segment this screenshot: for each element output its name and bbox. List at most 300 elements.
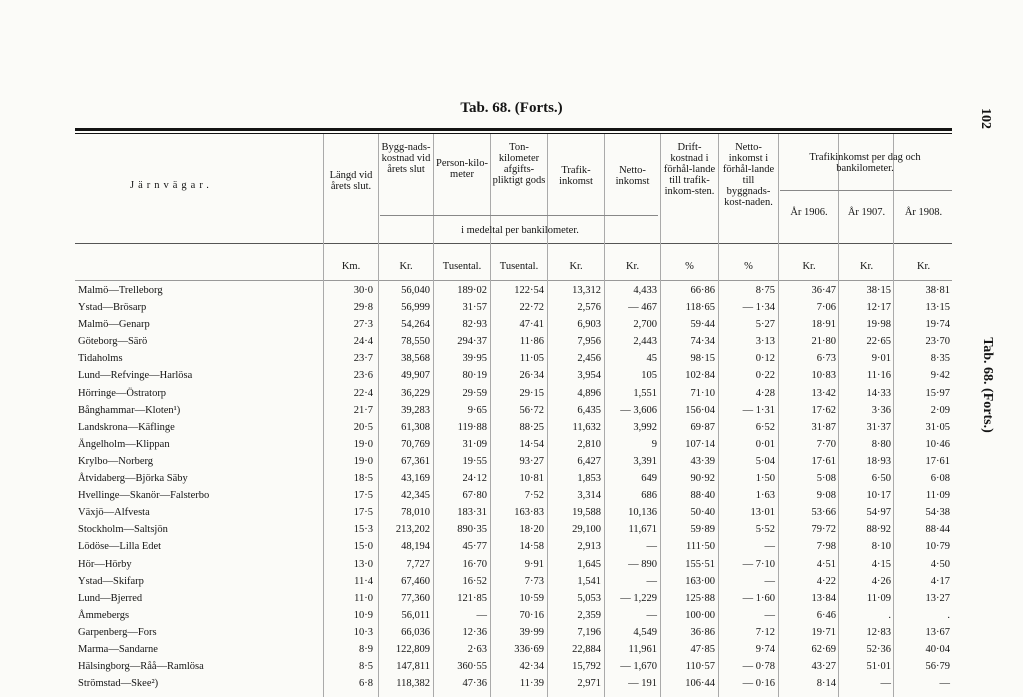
page-title: Tab. 68. (Forts.) — [460, 100, 563, 116]
table-cell: 12·17 — [866, 302, 891, 314]
table-cell: 22,884 — [572, 643, 601, 655]
table-cell: 19·98 — [866, 319, 891, 331]
table-cell: 122·54 — [514, 285, 544, 296]
table-cell: 11·86 — [519, 336, 544, 348]
table-cell: — 467 — [628, 302, 657, 314]
table-cell: 11·0 — [354, 592, 373, 604]
table-cell: — 7·10 — [742, 558, 775, 570]
table-row — [0, 624, 1023, 641]
table-cell: — — [939, 678, 950, 690]
table-cell: 38·15 — [866, 285, 891, 296]
table-row — [0, 316, 1023, 333]
table-cell: 11,961 — [628, 643, 657, 655]
table-cell: 13·84 — [811, 592, 836, 604]
table-cell: 890·35 — [457, 524, 487, 536]
table-cell: 2,913 — [577, 541, 601, 553]
table-cell: 88·25 — [519, 421, 544, 433]
table-cell: 16·52 — [462, 575, 487, 587]
unit-label: Kr. — [399, 261, 413, 272]
table-cell: 15·0 — [353, 541, 373, 553]
table-cell: 13·0 — [353, 558, 373, 570]
table-cell: 6·08 — [930, 473, 950, 485]
table-cell: 4,896 — [577, 387, 601, 399]
table-cell: 67,361 — [401, 455, 430, 467]
table-cell: 38,568 — [401, 353, 430, 365]
table-cell: 21·7 — [353, 404, 373, 416]
table-cell: 8·75 — [755, 285, 775, 296]
table-cell: 119·88 — [457, 421, 487, 433]
railway-name: Stockholm—Saltsjön — [78, 524, 168, 536]
table-cell: 3·13 — [755, 336, 775, 348]
unit-label: Km. — [341, 261, 361, 272]
railway-name: Hälsingborg—Råå—Ramlösa — [78, 661, 204, 673]
table-cell: 6,427 — [577, 455, 601, 467]
railway-name: Hör—Hörby — [78, 558, 132, 570]
table-cell: 5·52 — [755, 524, 775, 536]
table-cell: 61,308 — [401, 421, 430, 433]
table-row — [0, 487, 1023, 504]
table-cell: 9·65 — [467, 404, 487, 416]
table-cell: 10·46 — [925, 438, 950, 450]
table-cell: — — [646, 609, 657, 621]
table-cell: — 1,670 — [620, 661, 657, 673]
table-cell: 21·80 — [811, 336, 836, 348]
table-cell: 7,956 — [577, 336, 601, 348]
table-row — [0, 402, 1023, 419]
table-cell: 4,549 — [633, 626, 657, 638]
table-cell: 1,551 — [633, 387, 657, 399]
table-cell: 29,100 — [572, 524, 601, 536]
table-cell: 1,645 — [577, 558, 601, 570]
table-cell: — — [764, 541, 775, 553]
table-cell: 156·04 — [685, 404, 715, 416]
table-cell: 6,903 — [577, 319, 601, 331]
table-row — [0, 367, 1023, 384]
table-cell: 5·04 — [755, 455, 775, 467]
railway-name: Strömstad—Skee²) — [78, 678, 159, 690]
railway-name: Tidaholms — [78, 353, 123, 365]
table-cell: 3·36 — [871, 404, 891, 416]
railway-name: Malmö—Trelleborg — [78, 285, 163, 296]
table-cell: 10·79 — [925, 541, 950, 553]
table-cell: 5·27 — [755, 319, 775, 331]
table-cell: 19·71 — [811, 626, 836, 638]
table-cell: . — [947, 609, 950, 621]
table-cell: 54,264 — [401, 319, 430, 331]
table-cell: 8·35 — [930, 353, 950, 365]
table-cell: 8·14 — [816, 678, 836, 690]
table-row — [0, 453, 1023, 470]
table-cell: — — [646, 541, 657, 553]
table-cell: 12·36 — [462, 626, 487, 638]
header-mean-per-bankm: i medeltal per bankilometer. — [461, 225, 579, 236]
table-cell: 7·70 — [816, 438, 836, 450]
table-cell: 9·08 — [816, 490, 836, 502]
table-cell: 52·36 — [866, 643, 891, 655]
table-cell: 18·20 — [519, 524, 544, 536]
table-cell: 11,632 — [572, 421, 601, 433]
table-cell: 2,456 — [577, 353, 601, 365]
table-cell: 17·5 — [353, 490, 373, 502]
table-cell: 9 — [651, 438, 657, 450]
table-cell: — 890 — [628, 558, 657, 570]
table-cell: 4·26 — [871, 575, 891, 587]
table-row — [0, 641, 1023, 658]
table-cell: 20·5 — [353, 421, 373, 433]
table-cell: 6·50 — [871, 473, 891, 485]
table-cell: 0·22 — [755, 370, 775, 382]
railway-name: Landskrona—Käflinge — [78, 421, 175, 433]
table-cell: 6·52 — [755, 421, 775, 433]
table-cell: 118,382 — [396, 678, 430, 690]
table-cell: 36·47 — [811, 285, 836, 296]
table-cell: 19·55 — [462, 455, 487, 467]
table-cell: 4,433 — [633, 285, 657, 296]
table-cell: 47·41 — [519, 319, 544, 331]
table-cell: 1,541 — [577, 575, 601, 587]
table-cell: — — [476, 609, 487, 621]
table-cell: 36·86 — [690, 626, 715, 638]
table-cell: 5,053 — [577, 592, 601, 604]
table-cell: 106·44 — [685, 678, 715, 690]
table-cell: 29·59 — [462, 387, 487, 399]
railway-name: Lund—Refvinge—Harlösa — [78, 370, 193, 382]
table-cell: 49,907 — [401, 370, 430, 382]
table-cell: — — [646, 575, 657, 587]
table-cell: 88·44 — [925, 524, 950, 536]
table-cell: 22·4 — [353, 387, 373, 399]
header-year-1906: År 1906. — [790, 207, 828, 218]
header-ton-km: Ton-kilometer afgifts-pliktigt gods — [492, 142, 546, 186]
unit-label: Kr. — [859, 261, 874, 272]
table-row — [0, 607, 1023, 624]
railway-name: Åmmebergs — [78, 609, 130, 621]
table-cell: 122,809 — [395, 643, 430, 655]
table-cell: 4·15 — [871, 558, 891, 570]
table-cell: 11·09 — [866, 592, 891, 604]
table-cell: 31·09 — [462, 438, 487, 450]
table-cell: 107·14 — [685, 438, 715, 450]
table-cell: 3,954 — [577, 370, 601, 382]
table-cell: 2,971 — [577, 678, 601, 690]
table-cell: 19,588 — [572, 507, 601, 519]
table-cell: 98·15 — [690, 353, 715, 365]
railway-name: Bånghammar—Kloten¹) — [78, 404, 181, 416]
table-cell: 6·73 — [816, 353, 836, 365]
table-cell: 118·65 — [685, 302, 715, 314]
table-cell: 2,810 — [577, 438, 601, 450]
table-cell: 15,792 — [572, 661, 601, 673]
table-cell: 9·74 — [755, 643, 775, 655]
table-row — [0, 419, 1023, 436]
table-row — [0, 538, 1023, 555]
railway-name: Malmö—Genarp — [78, 319, 150, 331]
table-cell: 23·7 — [353, 353, 373, 365]
table-cell: 13·01 — [750, 507, 775, 519]
table-cell: 59·44 — [690, 319, 715, 331]
table-cell: 59·89 — [690, 524, 715, 536]
railway-name: Marma—Sandarne — [78, 643, 158, 655]
table-cell: 22·65 — [866, 336, 891, 348]
table-cell: 2,700 — [633, 319, 657, 331]
table-cell: — 1·60 — [742, 592, 775, 604]
table-row — [0, 504, 1023, 521]
table-row — [0, 299, 1023, 316]
table-cell: 0·01 — [755, 438, 775, 450]
table-row — [0, 333, 1023, 350]
table-cell: 111·50 — [686, 541, 715, 553]
table-cell: 66,036 — [401, 626, 430, 638]
table-cell: 51·01 — [866, 661, 891, 673]
table-cell: 6·8 — [359, 678, 373, 690]
table-cell: 23·70 — [925, 336, 950, 348]
table-cell: 2,443 — [633, 336, 657, 348]
railway-name: Lödöse—Lilla Edet — [78, 541, 162, 553]
table-cell: 11·39 — [519, 678, 544, 690]
table-cell: 42,345 — [401, 490, 430, 502]
railway-name: Åtvidaberg—Björka Säby — [78, 473, 188, 485]
table-cell: 10,136 — [628, 507, 657, 519]
table-cell: 10·9 — [353, 609, 373, 621]
table-cell: 56·72 — [519, 404, 544, 416]
side-table-label: Tab. 68. (Forts.) — [980, 337, 995, 433]
table-cell: 7,727 — [406, 558, 430, 570]
unit-label: Kr. — [569, 261, 583, 272]
table-cell: 2,359 — [577, 609, 601, 621]
table-cell: 24·4 — [353, 336, 373, 348]
table-cell: 2·09 — [930, 404, 950, 416]
table-cell: 54·97 — [866, 507, 891, 519]
railway-name: Hörringe—Östratorp — [78, 387, 167, 399]
table-cell: 31·57 — [462, 302, 487, 314]
table-cell: 360·55 — [457, 661, 487, 673]
table-row — [0, 675, 1023, 692]
header-net-income: Netto-inkomst — [615, 165, 650, 187]
table-cell: 40·04 — [925, 643, 950, 655]
table-cell: 13·15 — [925, 302, 950, 314]
railway-name: Garpenberg—Fors — [78, 626, 157, 638]
table-cell: 47·85 — [690, 643, 715, 655]
railway-name: Krylbo—Norberg — [78, 455, 154, 467]
table-cell: 3,314 — [577, 490, 601, 502]
table-cell: 6,435 — [577, 404, 601, 416]
table-cell: 47·36 — [462, 678, 487, 690]
table-cell: 42·34 — [519, 661, 544, 673]
table-cell: 56·79 — [925, 661, 950, 673]
table-cell: 14·58 — [519, 541, 544, 553]
table-cell: 5·08 — [816, 473, 836, 485]
unit-label: Tusental. — [499, 261, 539, 272]
table-cell: 8·5 — [359, 661, 373, 673]
table-cell: 48,194 — [401, 541, 430, 553]
table-cell: 30·0 — [353, 285, 373, 296]
table-cell: 29·8 — [353, 302, 373, 314]
table-cell: 53·66 — [811, 507, 836, 519]
railway-name: Göteborg—Särö — [78, 336, 148, 348]
table-cell: 7·73 — [524, 575, 544, 587]
table-cell: 80·19 — [462, 370, 487, 382]
table-cell: 9·42 — [930, 370, 950, 382]
unit-label: Kr. — [916, 261, 931, 272]
table-cell: 38·81 — [925, 285, 950, 296]
table-cell: 0·12 — [755, 353, 775, 365]
top-rule-thin — [75, 133, 952, 134]
table-cell: 15·3 — [353, 524, 373, 536]
side-page-number: 102 — [978, 108, 993, 129]
table-cell: 102·84 — [685, 370, 715, 382]
table-cell: 88·92 — [866, 524, 891, 536]
table-row — [0, 350, 1023, 367]
table-cell: 4·22 — [816, 575, 836, 587]
table-cell: 11·4 — [354, 575, 373, 587]
table-cell: 7,196 — [577, 626, 601, 638]
table-cell: 12·83 — [866, 626, 891, 638]
unit-label: Kr. — [625, 261, 640, 272]
table-cell: 93·27 — [519, 455, 544, 467]
units-rule — [75, 280, 952, 281]
table-row — [0, 436, 1023, 453]
table-cell: 7·12 — [755, 626, 775, 638]
table-cell: 31·37 — [866, 421, 891, 433]
table-cell: 6·46 — [816, 609, 836, 621]
table-cell: 56,999 — [401, 302, 430, 314]
table-cell: 183·31 — [457, 507, 487, 519]
table-cell: 16·70 — [462, 558, 487, 570]
table-cell: 9·91 — [524, 558, 544, 570]
railway-name: Hvellinge—Skanör—Falsterbo — [78, 490, 210, 502]
table-cell: 66·86 — [690, 285, 715, 296]
table-cell: 649 — [641, 473, 657, 485]
table-cell: 24·12 — [462, 473, 487, 485]
table-cell: — — [880, 678, 891, 690]
table-cell: 1,853 — [577, 473, 601, 485]
table-cell: 163·83 — [514, 507, 544, 519]
table-cell: 10·81 — [519, 473, 544, 485]
table-row — [0, 556, 1023, 573]
table-cell: — 1,229 — [620, 592, 657, 604]
table-cell: — 3,606 — [620, 404, 657, 416]
table-cell: 78,550 — [401, 336, 430, 348]
table-cell: 22·72 — [519, 302, 544, 314]
table-cell: 10·3 — [353, 626, 373, 638]
railway-name: Ystad—Brösarp — [78, 302, 147, 314]
table-cell: 78,010 — [401, 507, 430, 519]
table-cell: 8·80 — [871, 438, 891, 450]
table-cell: 17·61 — [925, 455, 950, 467]
table-row — [0, 573, 1023, 590]
table-cell: 18·91 — [811, 319, 836, 331]
table-cell: 294·37 — [457, 336, 487, 348]
table-row — [0, 658, 1023, 675]
table-cell: 39,283 — [401, 404, 430, 416]
table-cell: . — [888, 609, 891, 621]
table-cell: 19·0 — [353, 438, 373, 450]
table-cell: 23·6 — [353, 370, 373, 382]
table-cell: 1·50 — [755, 473, 775, 485]
table-cell: 11,671 — [628, 524, 657, 536]
subheader-rule — [380, 215, 658, 216]
header-length: Längd vid årets slut. — [329, 170, 373, 192]
table-cell: 82·93 — [462, 319, 487, 331]
table-cell: 1·63 — [755, 490, 775, 502]
table-cell: 70,769 — [401, 438, 430, 450]
table-cell: — — [764, 609, 775, 621]
table-cell: 336·69 — [514, 643, 544, 655]
table-cell: 10·59 — [519, 592, 544, 604]
table-cell: 100·00 — [685, 609, 715, 621]
top-rule — [75, 128, 952, 131]
table-cell: 14·33 — [866, 387, 891, 399]
table-cell: — 1·31 — [742, 404, 775, 416]
header-net-income-pct: Netto-inkomst i förhål-lande till byggnads-kost-naden. — [722, 142, 775, 208]
table-cell: 43,169 — [401, 473, 430, 485]
table-cell: 4·50 — [930, 558, 950, 570]
header-traffic-income: Trafik-inkomst — [559, 165, 593, 187]
table-cell: 15·97 — [925, 387, 950, 399]
table-cell: 155·51 — [685, 558, 715, 570]
table-cell: 54·38 — [925, 507, 950, 519]
header-rule — [75, 243, 952, 244]
table-cell: 147,811 — [396, 661, 430, 673]
table-cell: 2,576 — [577, 302, 601, 314]
table-row — [0, 590, 1023, 607]
table-cell: 121·85 — [457, 592, 487, 604]
railway-name: Växjö—Alfvesta — [78, 507, 150, 519]
table-cell: 56,040 — [401, 285, 430, 296]
table-cell: 13,312 — [572, 285, 601, 296]
table-cell: 8·10 — [871, 541, 891, 553]
table-cell: 18·93 — [866, 455, 891, 467]
table-cell: 26·34 — [519, 370, 544, 382]
table-row — [0, 470, 1023, 487]
table-cell: 14·54 — [519, 438, 544, 450]
table-cell: 7·98 — [816, 541, 836, 553]
table-row — [0, 521, 1023, 538]
table-cell: — 0·78 — [742, 661, 775, 673]
table-cell: — 191 — [628, 678, 657, 690]
table-cell: 62·69 — [811, 643, 836, 655]
unit-label: % — [744, 261, 753, 272]
railway-name: Ängelholm—Klippan — [78, 438, 170, 450]
table-cell: 31·05 — [925, 421, 950, 433]
table-cell: 74·34 — [690, 336, 715, 348]
header-year-1908: År 1908. — [904, 207, 943, 218]
table-cell: 11·09 — [925, 490, 950, 502]
table-cell: 27·3 — [353, 319, 373, 331]
header-construction-cost: Bygg-nads-kostnad vid årets slut — [381, 142, 431, 175]
table-cell: 9·01 — [871, 353, 891, 365]
header-traffic-income-per-day: Trafikinkomst per dag och bankilometer. — [809, 152, 921, 174]
unit-label: % — [685, 261, 694, 272]
table-cell: 17·5 — [353, 507, 373, 519]
table-cell: 3,992 — [633, 421, 657, 433]
table-cell: 125·88 — [685, 592, 715, 604]
table-cell: 10·83 — [811, 370, 836, 382]
table-cell: 105 — [641, 370, 657, 382]
table-cell: 4·17 — [930, 575, 950, 587]
table-cell: 4·51 — [816, 558, 836, 570]
table-cell: 10·17 — [866, 490, 891, 502]
table-cell: 686 — [641, 490, 657, 502]
table-cell: 67,460 — [401, 575, 430, 587]
table-cell: 7·52 — [524, 490, 544, 502]
table-cell: 3,391 — [633, 455, 657, 467]
table-cell: 2·63 — [467, 643, 487, 655]
table-cell: 8·9 — [359, 643, 373, 655]
table-row — [0, 282, 1023, 299]
table-cell: 189·02 — [457, 285, 487, 296]
unit-label: Kr. — [802, 261, 816, 272]
